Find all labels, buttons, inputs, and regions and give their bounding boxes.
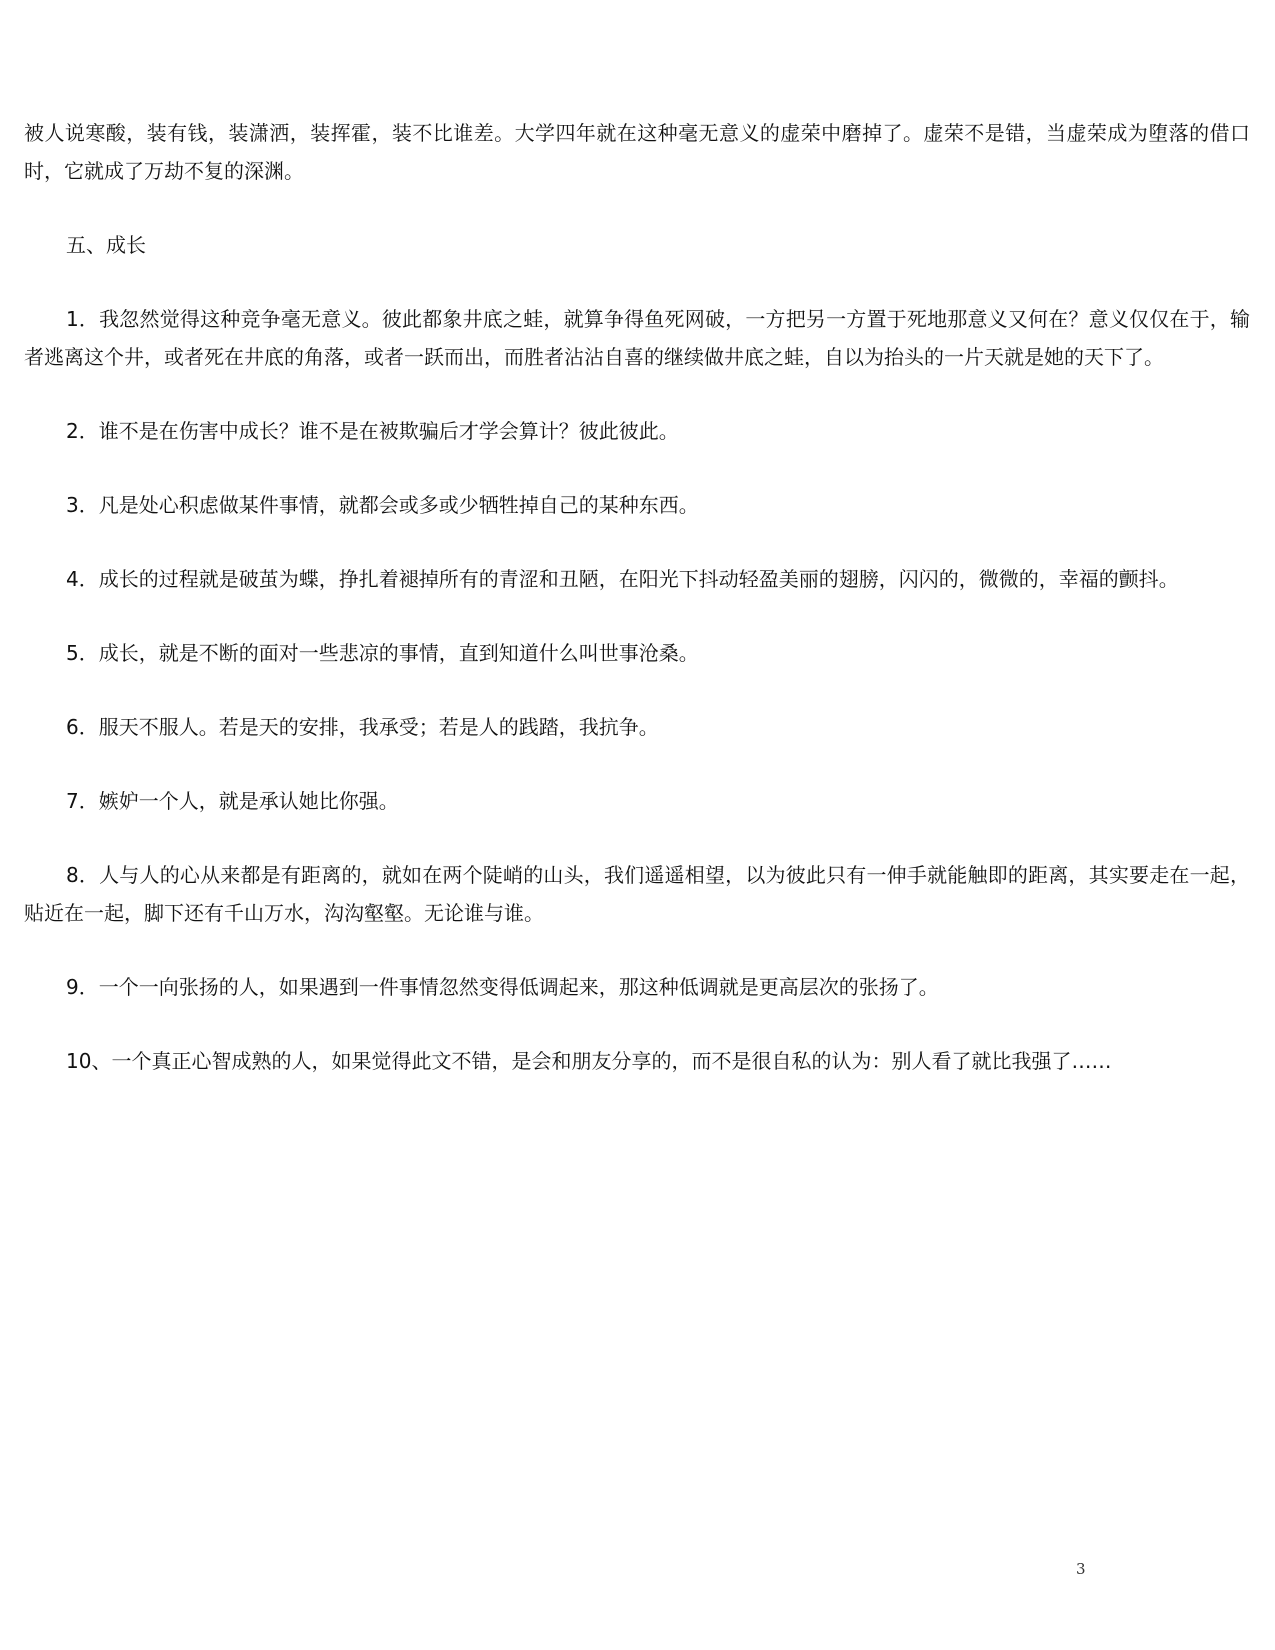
paragraph-item-1: 1．我忽然觉得这种竞争毫无意义。彼此都象井底之蛙，就算争得鱼死网破，一方把另一方置于死地那意义又何在？意义仅仅在于，输者逃离这个井，或者死在井底的角落，或者一跃而出，而胜者沾沾自喜的继续做井底之蛙，自以为抬头的一片天就是她的天下了。: [24, 307, 1250, 369]
paragraph-item-7: 7．嫉妒一个人，就是承认她比你强。: [66, 789, 399, 813]
section-heading: 五、成长: [66, 233, 146, 257]
paragraph-item-6: 6．服天不服人。若是天的安排，我承受；若是人的践踏，我抗争。: [66, 715, 659, 739]
page-number: 3: [1076, 1560, 1086, 1578]
paragraph-item-9: 9．一个一向张扬的人，如果遇到一件事情忽然变得低调起来，那这种低调就是更高层次的张扬了。: [66, 975, 939, 999]
paragraph-item-2: 2．谁不是在伤害中成长？谁不是在被欺骗后才学会算计？彼此彼此。: [66, 419, 679, 443]
paragraph-item-3: 3．凡是处心积虑做某件事情，就都会或多或少牺牲掉自己的某种东西。: [66, 493, 699, 517]
paragraph-continuation: 被人说寒酸，装有钱，装潇洒，装挥霍，装不比谁差。大学四年就在这种毫无意义的虚荣中磨掉了。虚荣不是错，当虚荣成为堕落的借口时，它就成了万劫不复的深渊。: [24, 121, 1250, 183]
paragraph-item-4: 4．成长的过程就是破茧为蝶，挣扎着褪掉所有的青涩和丑陋，在阳光下抖动轻盈美丽的翅膀，闪闪的，微微的，幸福的颤抖。: [66, 567, 1179, 591]
paragraph-item-8: 8．人与人的心从来都是有距离的，就如在两个陡峭的山头，我们遥遥相望，以为彼此只有一伸手就能触即的距离，其实要走在一起，贴近在一起，脚下还有千山万水，沟沟壑壑。无论谁与谁。: [24, 863, 1250, 925]
paragraph-item-5: 5．成长，就是不断的面对一些悲凉的事情，直到知道什么叫世事沧桑。: [66, 641, 699, 665]
document-body: [24, 114, 1250, 1080]
paragraph-item-10: 10、一个真正心智成熟的人，如果觉得此文不错，是会和朋友分享的，而不是很自私的认为：别人看了就比我强了……: [66, 1049, 1112, 1073]
